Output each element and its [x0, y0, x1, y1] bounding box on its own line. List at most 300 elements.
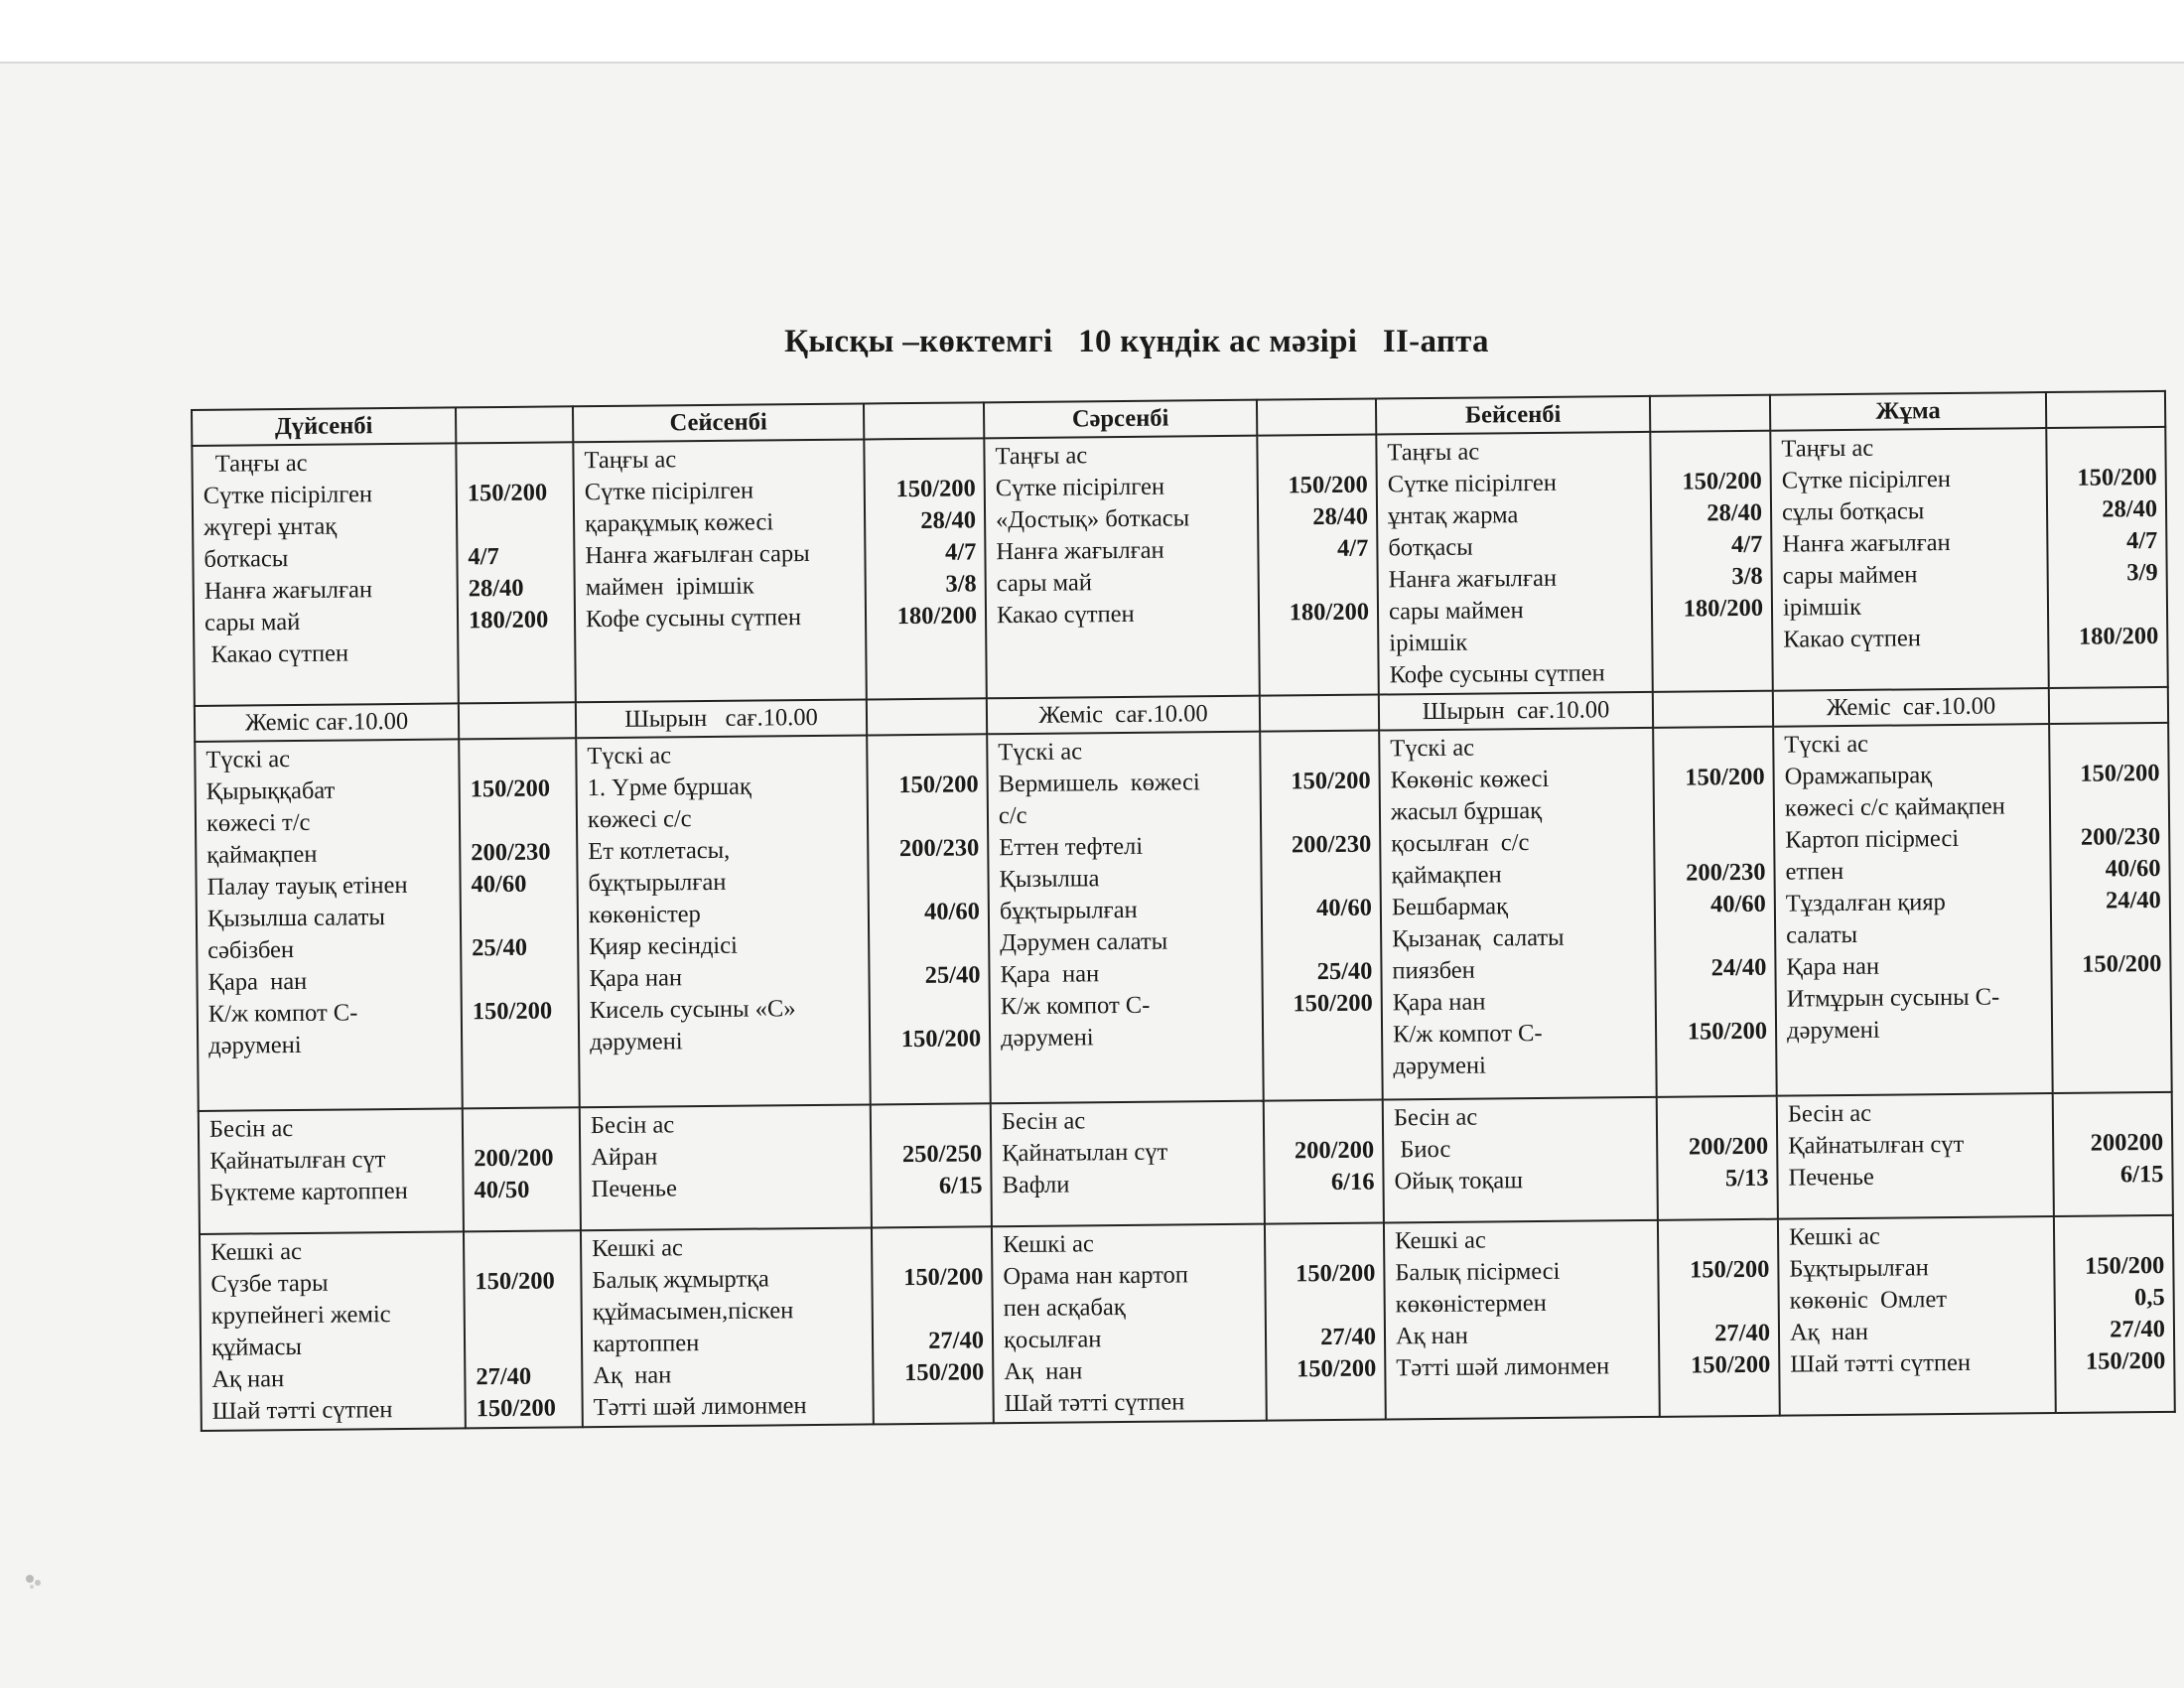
dish-line: етпен: [1785, 858, 1844, 886]
portion-line: 200/230: [1686, 858, 1766, 887]
dinner-items-cell: [200, 1231, 466, 1431]
dinner-quantity-cell: [872, 1226, 994, 1424]
portion-line: 6/15: [938, 1172, 983, 1199]
afternoon-quantity-cell: [1657, 1096, 1778, 1220]
dish-line: Бесін ас: [1393, 1103, 1478, 1132]
dish-line: Қара нан: [1786, 952, 1880, 981]
afternoon-quantity-cell: [463, 1107, 581, 1231]
portion-line: 3/9: [2126, 558, 2158, 587]
portion-line: 150/200: [1687, 1017, 1768, 1046]
dish-line: Қызанақ салаты: [1392, 923, 1565, 953]
breakfast-items-cell: [1376, 432, 1653, 695]
lunch-quantity-cell: [2049, 723, 2172, 1093]
snack-quantity-cell: [459, 702, 576, 739]
snack-quantity-cell: [1260, 695, 1379, 732]
portion-line: 28/40: [1312, 502, 1369, 531]
dinner-quantity-cell: [464, 1230, 583, 1428]
portion-line: 200/230: [471, 838, 551, 867]
dish-line: Сүтке пісірілген: [995, 473, 1165, 502]
dish-line: сәбізбен: [207, 936, 295, 964]
portion-line: [1670, 1286, 1770, 1319]
dinner-quantity-cell: [1658, 1219, 1780, 1417]
dish-line: 1. Үрме бұршақ: [587, 773, 751, 802]
dish-line: Нанға жағылған: [204, 576, 373, 605]
dish-line: сары май: [996, 569, 1093, 598]
portion-line: [468, 508, 565, 541]
dish-line: Ойық тоқаш: [1394, 1167, 1524, 1196]
dish-line: Балық жұмыртқа: [592, 1265, 770, 1295]
dinner-items-cell: [1384, 1220, 1660, 1420]
dish-line: Сүтке пісірілген: [203, 481, 373, 509]
dish-line: Қара нан: [1000, 960, 1100, 989]
lunch-items-cell: [195, 739, 463, 1111]
portion-line: [879, 864, 979, 897]
portion-line: 150/200: [903, 1358, 985, 1387]
dish-line: Түскі ас: [587, 742, 672, 771]
dish-line: Бесін ас: [1001, 1107, 1086, 1136]
portion-line: 28/40: [1706, 498, 1763, 527]
portion-line: 150/200: [475, 1267, 555, 1296]
portion-line: 4/7: [1336, 534, 1369, 562]
portion-line: [1665, 793, 1765, 826]
dish-line: Кофе сусыны сүтпен: [1389, 659, 1605, 689]
dish-line: қаймақпен: [1391, 861, 1502, 890]
breakfast-quantity-cell: [456, 442, 576, 703]
dish-line: Нанға жағылған: [996, 536, 1164, 566]
portion-line: [1663, 656, 1763, 689]
portion-line: 28/40: [920, 506, 977, 534]
dish-line: Түскі ас: [998, 738, 1083, 767]
portion-line: 200/200: [1294, 1136, 1375, 1165]
dish-line: көкөніс Омлет: [1789, 1286, 1948, 1315]
portion-line: 6/15: [2119, 1160, 2164, 1189]
quantity-header: [1257, 399, 1376, 436]
dish-line: пен асқабақ: [1003, 1294, 1126, 1323]
portion-line: [474, 1110, 571, 1143]
dish-line: Қызылша: [999, 865, 1100, 894]
portion-line: [469, 635, 566, 668]
dish-line: Түскі ас: [1784, 730, 1869, 759]
dish-line: қосылған с/с: [1391, 829, 1530, 858]
breakfast-row: [192, 427, 2167, 706]
portion-line: 250/250: [901, 1140, 983, 1169]
dish-line: көжесі т/с: [205, 808, 311, 837]
portion-line: [467, 445, 564, 478]
portion-line: [471, 804, 568, 837]
dish-line: Какао сүтпен: [205, 639, 349, 668]
portion-line: 150/200: [470, 774, 551, 803]
portion-line: 0,5: [2133, 1283, 2165, 1312]
dish-line: Бұқтырылған: [1789, 1254, 1929, 1283]
dish-line: Шай тәтті сүтпен: [1790, 1348, 1972, 1378]
dish-line: бұқтырылған: [588, 868, 727, 898]
portion-line: 4/7: [2125, 526, 2158, 555]
portion-line: 150/200: [1690, 1350, 1771, 1379]
dish-line: Ақ нан: [1395, 1322, 1468, 1350]
portion-line: [1669, 1222, 1769, 1255]
afternoon-items-cell: [199, 1108, 464, 1234]
lunch-quantity-cell: [867, 734, 991, 1104]
dish-line: көкөністермен: [1395, 1289, 1547, 1319]
portion-line: [1272, 861, 1371, 894]
portion-line: 150/200: [2082, 949, 2162, 978]
dinner-items-cell: [992, 1224, 1267, 1424]
afternoon-quantity-cell: [871, 1103, 992, 1227]
dish-line: Итмұрын сусыны С-: [1786, 983, 2000, 1013]
breakfast-quantity-cell: [1650, 431, 1773, 692]
lunch-quantity-cell: [1653, 727, 1777, 1097]
breakfast-items-cell: [192, 443, 459, 706]
dish-line: Вермишель көжесі: [998, 769, 1200, 798]
dish-line: Ақ нан: [1004, 1357, 1083, 1386]
dish-line: Тәтті шәй лимонмен: [1396, 1352, 1610, 1382]
portion-line: 150/200: [472, 997, 553, 1026]
dish-line: жасыл бұршақ: [1390, 796, 1543, 826]
portion-line: [1272, 797, 1371, 830]
dish-line: Қара нан: [1392, 988, 1486, 1017]
quantity-header: [1650, 395, 1770, 432]
dish-line: Қызылша салаты: [206, 904, 385, 932]
portion-line: 150/200: [1295, 1259, 1376, 1288]
dish-line: Қияр кесіндісі: [589, 931, 738, 961]
portion-line: [1664, 730, 1764, 763]
lunch-items-cell: [1773, 724, 2053, 1096]
dish-line: Айран: [591, 1143, 658, 1172]
portion-line: 200/200: [1688, 1132, 1769, 1161]
dish-line: Бешбармақ: [1391, 893, 1509, 921]
portion-line: 180/200: [468, 606, 549, 634]
dish-line: дәрумені: [1000, 1024, 1094, 1053]
page-title: Қысқы –көктемгі 10 күндік ас мәзірі ІІ-апта: [784, 324, 1489, 359]
portion-line: 4/7: [468, 543, 499, 571]
dish-line: Сүтке пісірілген: [1387, 469, 1558, 498]
afternoon-items-cell: [1383, 1097, 1658, 1223]
portion-line: [884, 1293, 984, 1326]
dish-line: дәрумені: [590, 1028, 683, 1056]
dish-line: картоппен: [592, 1330, 700, 1358]
dish-line: Еттен тефтелі: [999, 832, 1144, 862]
dish-line: Тұздалған қияр: [1785, 889, 1946, 917]
portion-line: [2059, 589, 2158, 622]
portion-line: [1665, 825, 1765, 858]
dish-line: Қара нан: [589, 964, 683, 993]
portion-line: 150/200: [902, 1263, 984, 1292]
snack-quantity-cell: [2049, 687, 2168, 724]
portion-line: 40/60: [1315, 894, 1373, 922]
portion-line: [472, 963, 569, 996]
dish-line: «Достық» боткасы: [995, 504, 1190, 534]
portion-line: [2057, 430, 2156, 463]
portion-line: 4/7: [1730, 530, 1763, 559]
quantity-header: [864, 402, 984, 439]
lunch-items-cell: [987, 732, 1264, 1104]
portion-line: [883, 1229, 983, 1262]
breakfast-quantity-cell: [864, 438, 987, 699]
dish-line: Сүзбе тары: [210, 1269, 329, 1298]
portion-line: 27/40: [476, 1362, 532, 1391]
dinner-quantity-cell: [1265, 1223, 1386, 1421]
portion-line: 25/40: [472, 933, 528, 962]
portion-line: 150/200: [1291, 767, 1371, 795]
portion-line: 40/60: [2105, 854, 2161, 883]
portion-line: [875, 441, 975, 474]
portion-line: 25/40: [924, 961, 981, 989]
dish-line: Таңғы ас: [1781, 434, 1874, 463]
portion-line: 28/40: [468, 574, 524, 603]
dish-line: пиязбен: [1392, 956, 1475, 985]
portion-line: 28/40: [2102, 494, 2158, 523]
portion-line: 150/200: [476, 1394, 557, 1423]
portion-line: 40/60: [471, 870, 527, 899]
dish-line: Шай тәтті сүтпен: [1004, 1388, 1185, 1418]
dish-line: Таңғы ас: [203, 449, 308, 478]
portion-line: 200/230: [1291, 830, 1372, 859]
dish-line: Сүтке пісірілген: [584, 477, 754, 506]
portion-line: [2063, 1012, 2162, 1045]
dish-line: Кофе сусыны сүтпен: [585, 604, 802, 633]
dish-line: Кешкі ас: [210, 1237, 303, 1266]
portion-line: 6/16: [1330, 1168, 1375, 1196]
dinner-row: [200, 1215, 2175, 1431]
dish-line: маймен ірімшік: [585, 572, 754, 602]
dish-line: құймасымен,піскен: [592, 1297, 794, 1327]
afternoon-items-cell: [580, 1104, 872, 1230]
portion-line: 3/8: [1731, 562, 1763, 591]
portion-line: 150/200: [1685, 763, 1765, 791]
portion-line: 150/200: [2085, 1346, 2166, 1375]
dish-line: Печенье: [591, 1175, 677, 1203]
breakfast-quantity-cell: [1257, 435, 1379, 696]
snack-quantity-cell: [867, 698, 987, 735]
dish-line: Какао сүтпен: [996, 600, 1135, 630]
portion-line: 200/200: [474, 1144, 554, 1173]
portion-line: [1273, 924, 1372, 957]
portion-line: [2060, 726, 2159, 759]
portion-line: 150/200: [1293, 989, 1373, 1018]
afternoon-quantity-cell: [1264, 1100, 1384, 1224]
dish-line: Қайнатылған сүт: [1788, 1130, 1965, 1160]
dish-line: Ақ нан: [211, 1365, 285, 1393]
dish-line: Қайнатылған сүт: [209, 1146, 386, 1175]
dish-line: Орама нан картоп: [1003, 1261, 1189, 1291]
dinner-quantity-cell: [2054, 1215, 2175, 1413]
dish-line: сұлы ботқасы: [1781, 497, 1925, 526]
dish-line: Картоп пісірмесі: [1785, 824, 1960, 854]
portion-line: 27/40: [1714, 1319, 1771, 1347]
portion-line: 200/230: [898, 834, 980, 863]
dish-line: Тәтті шәй лимонмен: [593, 1392, 807, 1422]
portion-line: [1667, 1048, 1767, 1080]
dish-line: Түскі ас: [1390, 734, 1475, 763]
dish-line: Көкөніс көжесі: [1390, 765, 1550, 794]
portion-line: 150/200: [467, 479, 548, 507]
dish-line: ботқасы: [1388, 533, 1473, 562]
dish-line: Печенье: [1788, 1163, 1874, 1192]
snack-cell: Жеміс сағ.10.00: [1773, 688, 2049, 727]
portion-line: [472, 900, 569, 932]
dish-line: Нанға жағылған сары: [585, 540, 810, 570]
dish-line: көжесі с/с: [587, 805, 692, 834]
portion-line: [1270, 565, 1369, 598]
dish-line: Кисель сусыны «С»: [589, 995, 796, 1025]
portion-line: [1277, 1385, 1376, 1418]
scan-speck-marks: [22, 1571, 48, 1593]
portion-line: [1276, 1226, 1375, 1259]
portion-line: 24/40: [1710, 953, 1767, 982]
portion-line: [475, 1233, 572, 1266]
dish-line: Кешкі ас: [1002, 1230, 1094, 1259]
portion-line: 180/200: [896, 602, 978, 631]
dish-line: дәрумені: [1393, 1052, 1487, 1080]
portion-line: 180/200: [2078, 622, 2159, 650]
portion-line: 150/200: [2077, 463, 2157, 492]
day-header: Сейсенбі: [573, 403, 864, 442]
portion-line: 40/50: [474, 1176, 530, 1204]
portion-line: 150/200: [1682, 467, 1762, 495]
portion-line: [885, 1388, 985, 1421]
dish-line: Ақ нан: [1789, 1318, 1869, 1346]
portion-line: [473, 1027, 570, 1059]
portion-line: [2062, 916, 2161, 949]
portion-line: [2065, 1218, 2164, 1251]
portion-line: 150/200: [895, 475, 976, 503]
portion-line: 5/13: [1724, 1164, 1769, 1193]
dish-line: қарақұмық көжесі: [584, 508, 774, 538]
dinner-items-cell: [1778, 1216, 2056, 1416]
dish-line: Бесін ас: [590, 1111, 675, 1140]
lunch-quantity-cell: [459, 738, 580, 1108]
portion-line: 150/200: [900, 1025, 982, 1054]
portion-line: [476, 1329, 573, 1361]
portion-line: 24/40: [2105, 886, 2161, 914]
dish-line: Вафли: [1002, 1171, 1070, 1199]
portion-line: 4/7: [944, 538, 977, 566]
day-header: Дүйсенбі: [192, 407, 456, 446]
dish-line: боткасы: [204, 545, 289, 573]
dish-line: К/ж компот С-: [1000, 991, 1151, 1021]
dish-line: Түскі ас: [205, 746, 291, 774]
lunch-items-cell: [576, 735, 871, 1107]
dish-line: Бүктеме картоппен: [209, 1177, 408, 1206]
portion-line: 180/200: [1683, 594, 1764, 623]
dish-line: сары маймен: [1782, 561, 1918, 590]
dish-line: құймасы: [210, 1333, 303, 1361]
dish-line: Бесін ас: [1787, 1099, 1872, 1128]
dish-line: Нанға жағылған: [1782, 528, 1951, 558]
afternoon-items-cell: [991, 1101, 1265, 1227]
portion-line: 27/40: [2110, 1315, 2166, 1343]
afternoon-row: [199, 1092, 2173, 1234]
portion-line: [879, 800, 979, 833]
dish-line: қаймақпен: [206, 840, 318, 869]
dish-line: ірімшік: [1389, 629, 1468, 657]
portion-line: [2061, 789, 2160, 822]
breakfast-items-cell: [984, 436, 1260, 699]
portion-line: [880, 927, 980, 960]
dish-line: Таңғы ас: [1387, 438, 1480, 467]
snack-cell: Шырын сағ.10.00: [576, 699, 867, 738]
dish-line: сары маймен: [1388, 597, 1524, 626]
portion-line: 150/200: [898, 771, 979, 799]
portion-line: 150/200: [1288, 471, 1368, 499]
portion-line: [1666, 920, 1766, 953]
dish-line: Нанға жағылған: [1388, 564, 1558, 594]
snack-cell: Жеміс сағ.10.00: [987, 696, 1260, 735]
dish-line: ірімшік: [1782, 593, 1862, 622]
dish-line: Ет котлетасы,: [588, 836, 731, 866]
breakfast-items-cell: [1770, 428, 2049, 691]
portion-line: 25/40: [1316, 957, 1373, 986]
dish-line: Кешкі ас: [592, 1234, 683, 1263]
day-header: Бейсенбі: [1376, 396, 1650, 435]
breakfast-quantity-cell: [2046, 427, 2168, 688]
portion-line: 180/200: [1289, 598, 1370, 627]
portion-line: [878, 737, 978, 770]
portion-line: 40/60: [1709, 890, 1766, 918]
dish-line: Дәрумен салаты: [1000, 927, 1168, 957]
portion-line: [476, 1297, 573, 1330]
dish-line: Ақ нан: [593, 1361, 672, 1390]
dish-line: Таңғы ас: [584, 446, 677, 475]
day-header: Жұма: [1770, 392, 2046, 431]
dish-line: сары май: [204, 608, 301, 636]
snack-cell: Шырын сағ.10.00: [1379, 692, 1653, 731]
dish-line: Қара нан: [207, 967, 308, 996]
dish-line: Орамжапырақ: [1784, 762, 1933, 790]
dish-line: ұнтақ жарма: [1387, 501, 1519, 530]
dish-line: Қырыққабат: [205, 776, 336, 805]
portion-line: [1661, 434, 1761, 467]
dish-line: Балық пісірмесі: [1395, 1257, 1561, 1287]
dish-line: Қайнатылан сүт: [1002, 1138, 1168, 1168]
lunch-quantity-cell: [1260, 731, 1383, 1101]
dish-line: бұқтырылған: [999, 896, 1138, 925]
portion-line: [1668, 1099, 1768, 1132]
portion-line: 150/200: [2084, 1251, 2165, 1280]
portion-line: [1275, 1103, 1374, 1136]
dish-line: қосылған: [1003, 1326, 1102, 1354]
portion-line: [1667, 984, 1767, 1017]
dish-line: көкөністер: [588, 901, 701, 929]
breakfast-items-cell: [573, 439, 867, 702]
snack-cell: Жеміс сағ.10.00: [195, 703, 459, 742]
portion-line: 150/200: [1689, 1255, 1770, 1284]
portion-line: [1274, 1020, 1373, 1053]
portion-line: 200200: [2090, 1128, 2164, 1157]
portion-line: [1277, 1290, 1376, 1323]
dish-line: салаты: [1786, 920, 1858, 949]
portion-line: [1268, 438, 1367, 471]
portion-line: 27/40: [928, 1327, 985, 1354]
snack-quantity-cell: [1653, 691, 1773, 728]
dish-line: жүгері ұнтақ: [204, 512, 338, 541]
portion-line: [2063, 980, 2162, 1013]
lunch-row: [195, 723, 2171, 1111]
portion-line: 150/200: [1296, 1354, 1377, 1383]
dish-line: Сүтке пісірілген: [1781, 465, 1952, 494]
dish-line: К/ж компот С-: [207, 999, 358, 1028]
dish-line: Шай тәтті сүтпен: [211, 1396, 393, 1425]
dish-line: Бесін ас: [208, 1115, 294, 1143]
portion-line: [2064, 1095, 2163, 1128]
scan-top-margin: [0, 0, 2184, 62]
portion-line: [881, 991, 981, 1024]
portion-line: [470, 741, 567, 774]
dish-line: көжесі с/с қаймақпен: [1784, 792, 2005, 822]
dish-line: дәрумені: [208, 1031, 302, 1059]
portion-line: [1271, 734, 1370, 767]
scan-paper-edge: [0, 62, 2184, 64]
